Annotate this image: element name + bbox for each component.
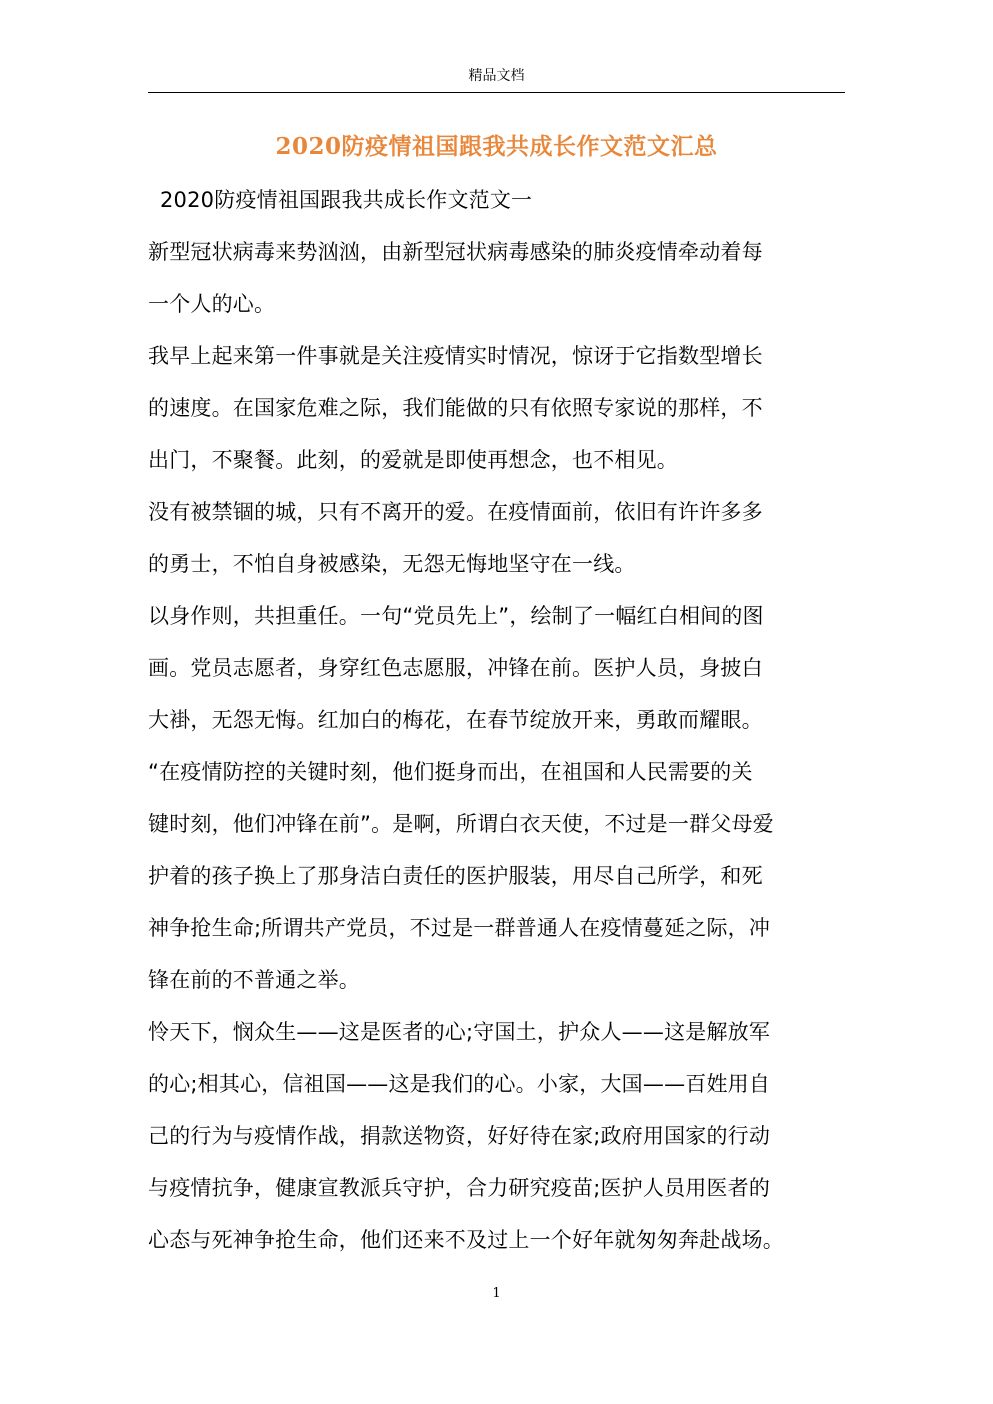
body-line: 护着的孩子换上了那身洁白责任的医护服装，用尽自己所学，和死 — [148, 864, 763, 888]
header-divider — [148, 92, 845, 93]
body-line: 键时刻，他们冲锋在前”。是啊，所谓白衣天使，不过是一群父母爱 — [148, 812, 774, 836]
body-line: 大褂，无怨无悔。红加白的梅花，在春节绽放开来，勇敢而耀眼。 — [148, 708, 763, 732]
body-line: 锋在前的不普通之举。 — [148, 968, 360, 992]
body-line: 新型冠状病毒来势汹汹，由新型冠状病毒感染的肺炎疫情牵动着每 — [148, 240, 763, 264]
body-line: 己的行为与疫情作战，捐款送物资，好好待在家;政府用国家的行动 — [148, 1124, 771, 1148]
body-line: 心态与死神争抢生命，他们还来不及过上一个好年就匆匆奔赴战场。 — [148, 1228, 784, 1252]
body-line: 与疫情抗争，健康宣教派兵守护，合力研究疫苗;医护人员用医者的 — [148, 1176, 771, 1200]
document-body — [148, 183, 848, 1275]
page-header: 精品文档 — [468, 68, 525, 84]
body-line: 出门，不聚餐。此刻，的爱就是即使再想念，也不相见。 — [148, 448, 678, 472]
body-line: 的心;相其心，信祖国——这是我们的心。小家，大国——百姓用自 — [148, 1072, 771, 1096]
body-line: 没有被禁锢的城，只有不离开的爱。在疫情面前，依旧有许许多多 — [148, 500, 763, 524]
body-line: 我早上起来第一件事就是关注疫情实时情况，惊讶于它指数型增长 — [148, 344, 763, 368]
body-line: 神争抢生命;所谓共产党员，不过是一群普通人在疫情蔓延之际，冲 — [148, 916, 771, 940]
page-number: 1 — [492, 1286, 501, 1301]
body-line: 以身作则，共担重任。一句“党员先上”，绘制了一幅红白相间的图 — [148, 604, 764, 628]
document-title: 2020防疫情祖国跟我共成长作文范文汇总 — [275, 133, 718, 160]
section-subtitle: 2020防疫情祖国跟我共成长作文范文一 — [160, 188, 533, 212]
body-line: 的速度。在国家危难之际，我们能做的只有依照专家说的那样，不 — [148, 396, 763, 420]
body-line: 怜天下，悯众生——这是医者的心;守国土，护众人——这是解放军 — [148, 1020, 771, 1044]
body-line: 画。党员志愿者，身穿红色志愿服，冲锋在前。医护人员，身披白 — [148, 656, 763, 680]
body-line: “在疫情防控的关键时刻，他们挺身而出，在祖国和人民需要的关 — [148, 760, 753, 784]
body-line: 的勇士，不怕自身被感染，无怨无悔地坚守在一线。 — [148, 552, 636, 576]
body-line: 一个人的心。 — [148, 292, 276, 316]
